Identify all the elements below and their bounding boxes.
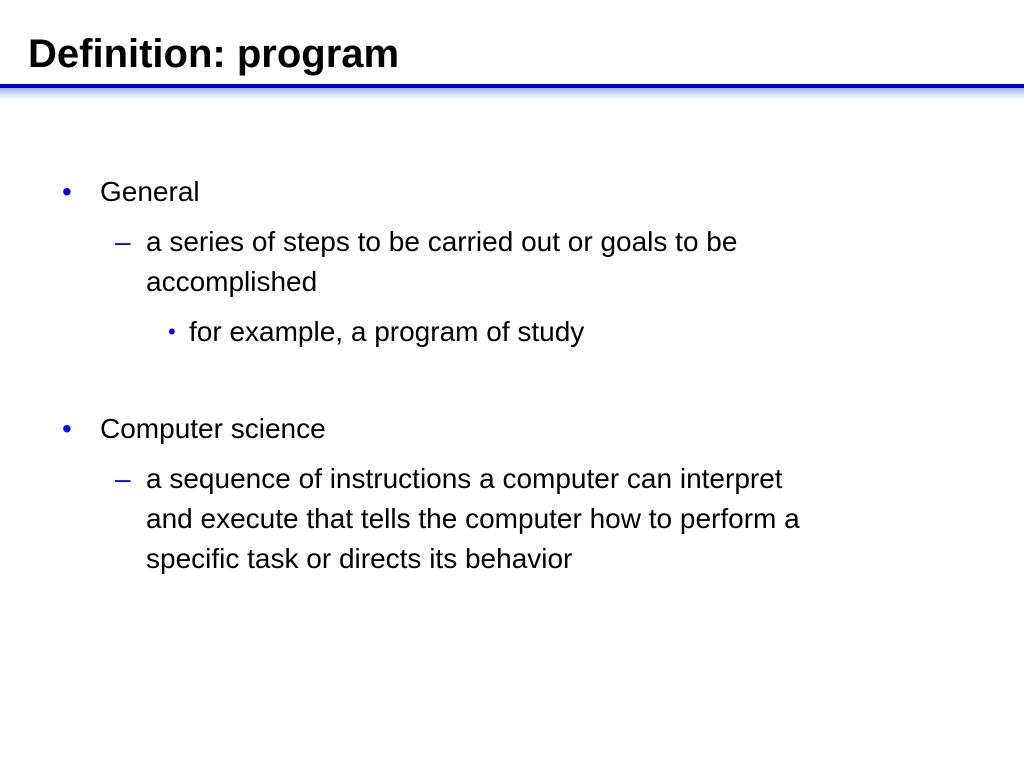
general-sub-line-1: a series of steps to be carried out or goals to be <box>146 226 738 257</box>
dash-icon: – <box>115 226 131 257</box>
section-heading-general: General <box>100 176 200 207</box>
general-sub-line-2: accomplished <box>146 266 318 297</box>
slide-title: Definition: program <box>28 32 400 76</box>
bullet-icon: • <box>168 319 176 344</box>
dash-icon: – <box>115 463 131 494</box>
cs-sub-line-2: and execute that tells the computer how to perform a <box>146 503 800 534</box>
bullet-icon: • <box>62 413 72 444</box>
general-example-text: for example, a program of study <box>189 316 585 347</box>
bullet-icon: • <box>62 176 72 207</box>
cs-sub-line-3: specific task or directs its behavior <box>146 543 573 574</box>
cs-sub-line-1: a sequence of instructions a computer can interpret <box>146 463 783 494</box>
section-heading-computer-science: Computer science <box>100 413 326 444</box>
